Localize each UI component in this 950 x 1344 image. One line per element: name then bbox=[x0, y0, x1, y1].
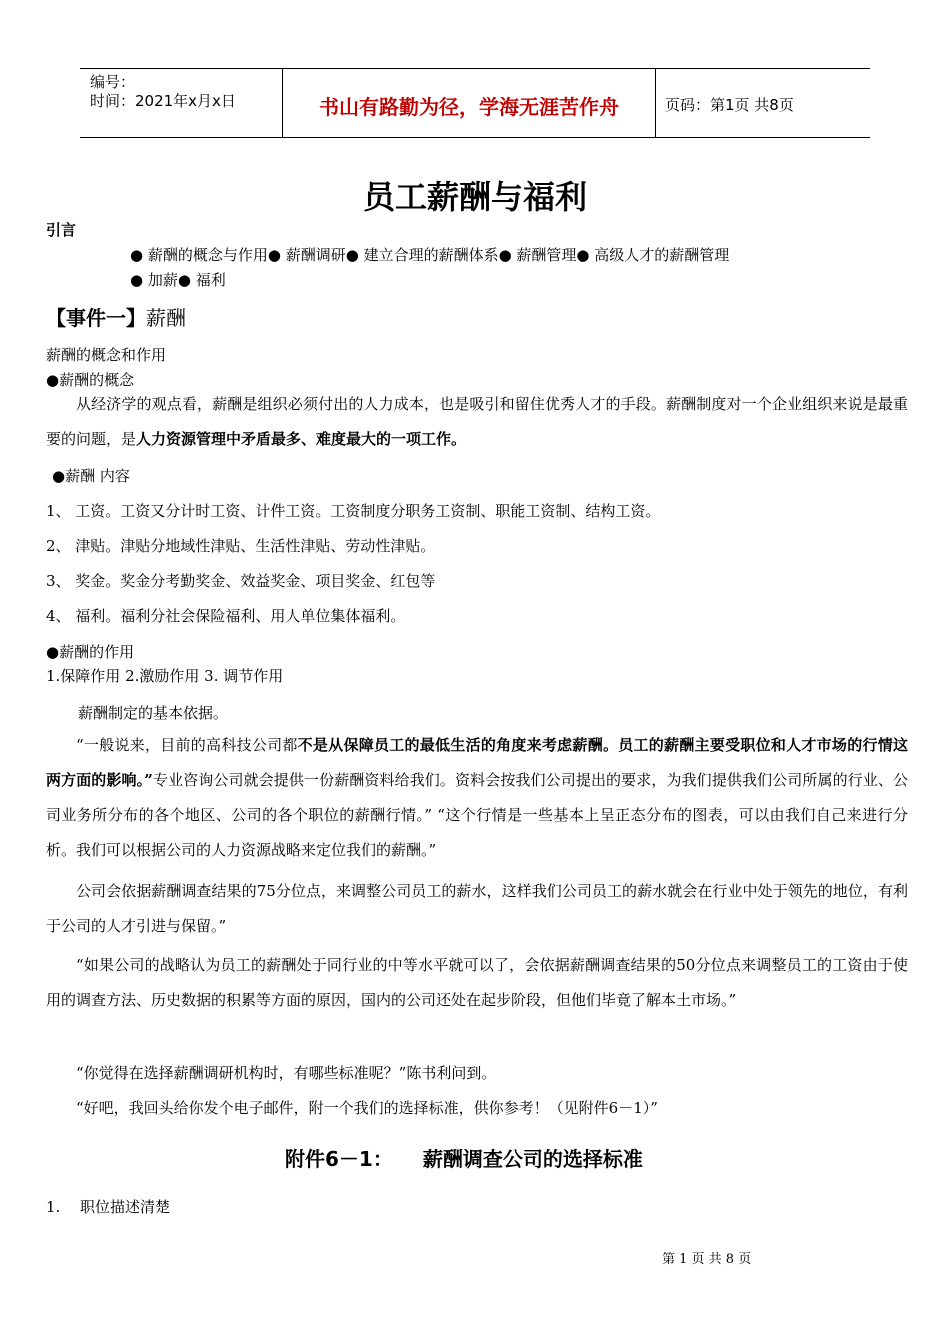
concept-emphasis: 人力资源管理中矛盾最多、难度最大的一项工作。 bbox=[136, 430, 467, 448]
attachment-label: 附件6－1： bbox=[285, 1147, 393, 1171]
quote-text: “一般说来，目前的高科技公司都 bbox=[76, 736, 298, 754]
header-meta bbox=[90, 73, 236, 111]
content-heading: ●薪酬 内容 bbox=[52, 467, 130, 485]
answer-paragraph: “好吧，我回头给你发个电子邮件，附一个我们的选择标准，供你参考！（见附件6－1）” bbox=[76, 1099, 658, 1117]
concept-text: 从经济学的观点看，薪酬是组织必须付出的人力成本，也是吸引和留住优秀人才的手段。薪酬制度对一个企业组织来说是最重要的问题，是 bbox=[46, 395, 908, 448]
document-header bbox=[80, 68, 870, 138]
quote-emphasis: 不是从保障员工的最低生活的角度来考虑薪酬。员工的薪酬主要受职位和人才市场的行情这两方面的影响。” bbox=[46, 736, 908, 789]
page-footer: 第 1 页 共 8 页 bbox=[662, 1252, 752, 1267]
content-item: 3、 奖金。奖金分考勤奖金、效益奖金、项目奖金、红包等 bbox=[46, 572, 436, 590]
event-heading bbox=[46, 305, 186, 331]
intro-label: 引言 bbox=[46, 221, 77, 239]
role-heading: ●薪酬的作用 bbox=[46, 643, 135, 661]
header-page-info: 页码：第1页 共8页 bbox=[665, 96, 794, 114]
attachment-title: 薪酬调查公司的选择标准 bbox=[422, 1147, 643, 1171]
page-title: 员工薪酬与福利 bbox=[362, 178, 587, 216]
paragraph-50: “如果公司的战略认为员工的薪酬处于同行业的中等水平就可以了，会依据薪酬调查结果的50分位点来调整员工的工资由于使用的调查方法、历史数据的积累等方面的原因，国内的公司还处在起步阶段，但他们毕竟了解本土市场。” bbox=[46, 956, 908, 1009]
concept-paragraph bbox=[46, 387, 908, 457]
quote-paragraph bbox=[46, 728, 908, 868]
criteria-number: 1. bbox=[46, 1198, 61, 1216]
content-item: 4、 福利。福利分社会保险福利、用人单位集体福利。 bbox=[46, 607, 406, 625]
paragraph-75: 公司会依据薪酬调查结果的75分位点，来调整公司员工的薪水，这样我们公司员工的薪水就会在行业中处于领先的地位，有利于公司的人才引进与保留。” bbox=[46, 882, 908, 935]
intro-topics-line2: ● 加薪● 福利 bbox=[130, 271, 226, 289]
time-label: 时间：2021年x月x日 bbox=[90, 92, 236, 110]
content-item: 1、 工资。工资又分计时工资、计件工资。工资制度分职务工资制、职能工资制、结构工资。 bbox=[46, 502, 661, 520]
attachment-heading bbox=[285, 1143, 643, 1172]
criteria-item: 职位描述清楚 bbox=[80, 1198, 171, 1216]
content-item: 2、 津贴。津贴分地域性津贴、生活性津贴、劳动性津贴。 bbox=[46, 537, 436, 555]
number-label: 编号： bbox=[90, 73, 136, 91]
basis-line: 薪酬制定的基本依据。 bbox=[78, 704, 229, 722]
quote-text-cont: 专业咨询公司就会提供一份薪酬资料给我们。资料会按我们公司提出的要求，为我们提供我们公司所属的行业、公司业务所分布的各个地区、公司的各个职位的薪酬行情。” “这个行情是一些基本上呈正态分布的图表，可以由我们自己来进行分析。我们可以根据公司的人力资源战略来定位我们的薪酬。” bbox=[46, 771, 908, 859]
section-concept: 薪酬的概念和作用 bbox=[46, 346, 167, 364]
role-items: 1.保障作用 2.激励作用 3. 调节作用 bbox=[46, 667, 284, 685]
concept-heading: ●薪酬的概念 bbox=[46, 371, 135, 389]
intro-topics-line1: ● 薪酬的概念与作用● 薪酬调研● 建立合理的薪酬体系● 薪酬管理● 高级人才的薪酬管理 bbox=[130, 246, 730, 264]
header-divider bbox=[655, 69, 656, 137]
event-name: 薪酬 bbox=[146, 306, 186, 330]
header-motto: 书山有路勤为径，学海无涯苦作舟 bbox=[319, 95, 619, 119]
event-bracket: 【事件一】 bbox=[46, 306, 146, 330]
question-paragraph: “你觉得在选择薪酬调研机构时，有哪些标准呢？”陈书利问到。 bbox=[76, 1064, 497, 1082]
